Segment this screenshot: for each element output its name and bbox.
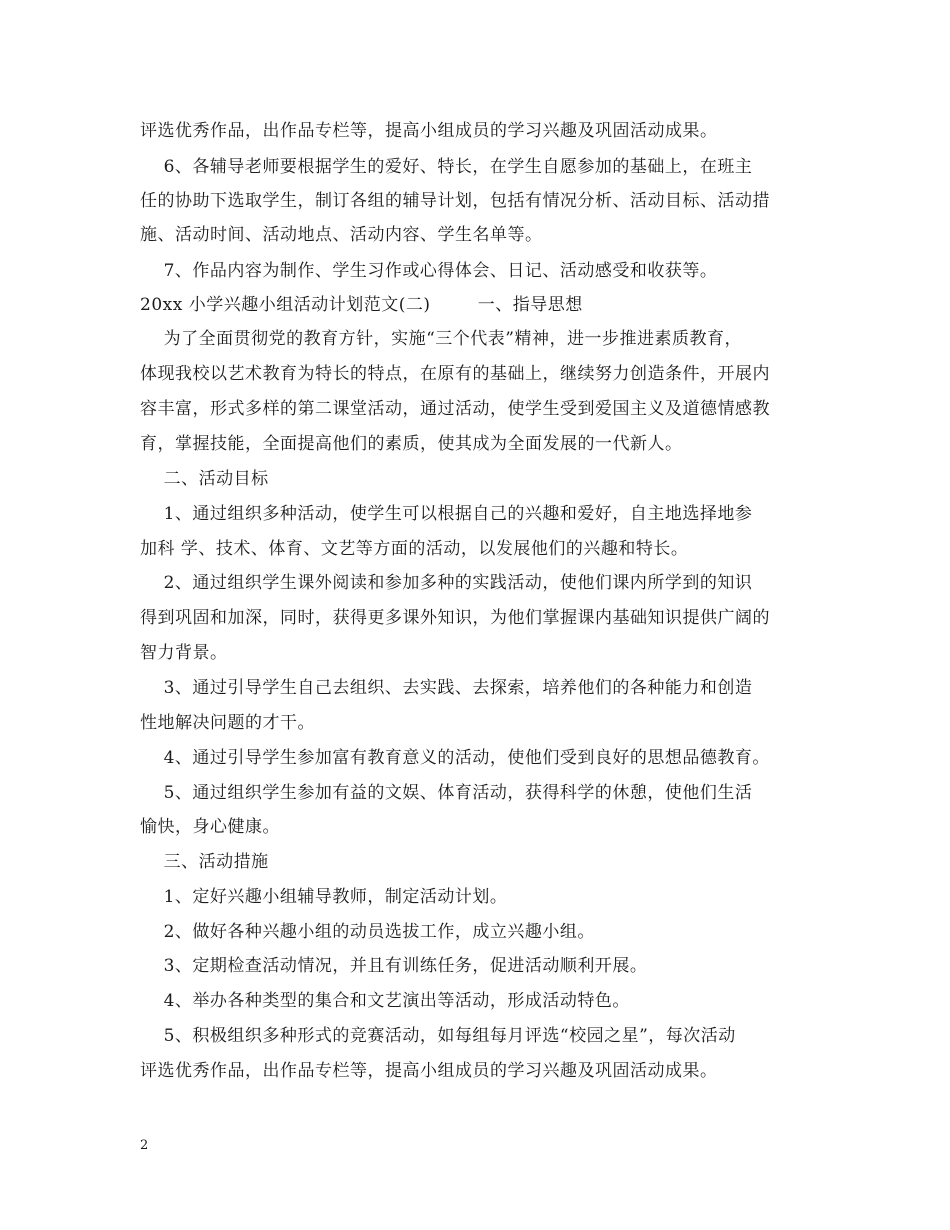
- text-line: 7、作品内容为制作、学生习作或心得体会、日记、活动感受和收获等。: [140, 261, 718, 281]
- text-line: 1、通过组织多种活动，使学生可以根据自己的兴趣和爱好，自主地选择地参: [140, 504, 753, 524]
- text-line: 得到巩固和加深，同时，获得更多课外知识，为他们掌握课内基础知识提供广阔的: [140, 608, 770, 628]
- text-line: 1、定好兴趣小组辅导教师，制定活动计划。: [140, 887, 508, 907]
- text-line: 性地解决问题的才干。: [140, 713, 315, 733]
- section-heading-line: 20xx 小学兴趣小组活动计划范文(二) 一、指导思想: [140, 295, 583, 315]
- text-line: 任的协助下选取学生，制订各组的辅导计划，包括有情况分析、活动目标、活动措: [140, 191, 770, 211]
- text-line: 6、各辅导老师要根据学生的爱好、特长，在学生自愿参加的基础上，在班主: [140, 157, 753, 177]
- text-line: 2、通过组织学生课外阅读和参加多种的实践活动，使他们课内所学到的知识: [140, 573, 753, 593]
- page-number: 2: [140, 1138, 149, 1153]
- text-line: 容丰富，形式多样的第二课堂活动，通过活动，使学生受到爱国主义及道德情感教: [140, 399, 770, 419]
- text-line: 5、通过组织学生参加有益的文娱、体育活动，获得科学的休憩，使他们生活: [140, 783, 753, 803]
- text-line: 2、做好各种兴趣小组的动员选拔工作，成立兴趣小组。: [140, 922, 595, 942]
- text-line: 3、通过引导学生自己去组织、去实践、去探索，培养他们的各种能力和创造: [140, 678, 753, 698]
- text-line: 评选优秀作品，出作品专栏等，提高小组成员的学习兴趣及巩固活动成果。: [140, 121, 718, 141]
- text-line: 施、活动时间、活动地点、活动内容、学生名单等。: [140, 225, 543, 245]
- text-line: 4、通过引导学生参加富有教育意义的活动，使他们受到良好的思想品德教育。: [140, 748, 770, 768]
- section-heading: 二、活动目标: [140, 469, 269, 489]
- text-line: 愉快，身心健康。: [140, 817, 280, 837]
- text-line: 5、积极组织多种形式的竞赛活动，如每组每月评选“校园之星”，每次活动: [140, 1026, 736, 1046]
- text-line: 为了全面贯彻党的教育方针，实施“三个代表”精神，进一步推进素质教育，: [140, 329, 742, 349]
- text-line: 4、举办各种类型的集合和文艺演出等活动，形成活动特色。: [140, 991, 630, 1011]
- text-line: 育，掌握技能，全面提高他们的素质，使其成为全面发展的一代新人。: [140, 434, 683, 454]
- section-heading: 三、活动措施: [140, 852, 269, 872]
- text-line: 加科 学、技术、体育、文艺等方面的活动，以发展他们的兴趣和特长。: [140, 539, 689, 559]
- text-line: 智力背景。: [140, 643, 228, 663]
- text-line: 体现我校以艺术教育为特长的特点，在原有的基础上，继续努力创造条件，开展内: [140, 364, 770, 384]
- text-line: 3、定期检查活动情况，并且有训练任务，促进活动顺利开展。: [140, 956, 648, 976]
- text-line: 评选优秀作品，出作品专栏等，提高小组成员的学习兴趣及巩固活动成果。: [140, 1061, 718, 1081]
